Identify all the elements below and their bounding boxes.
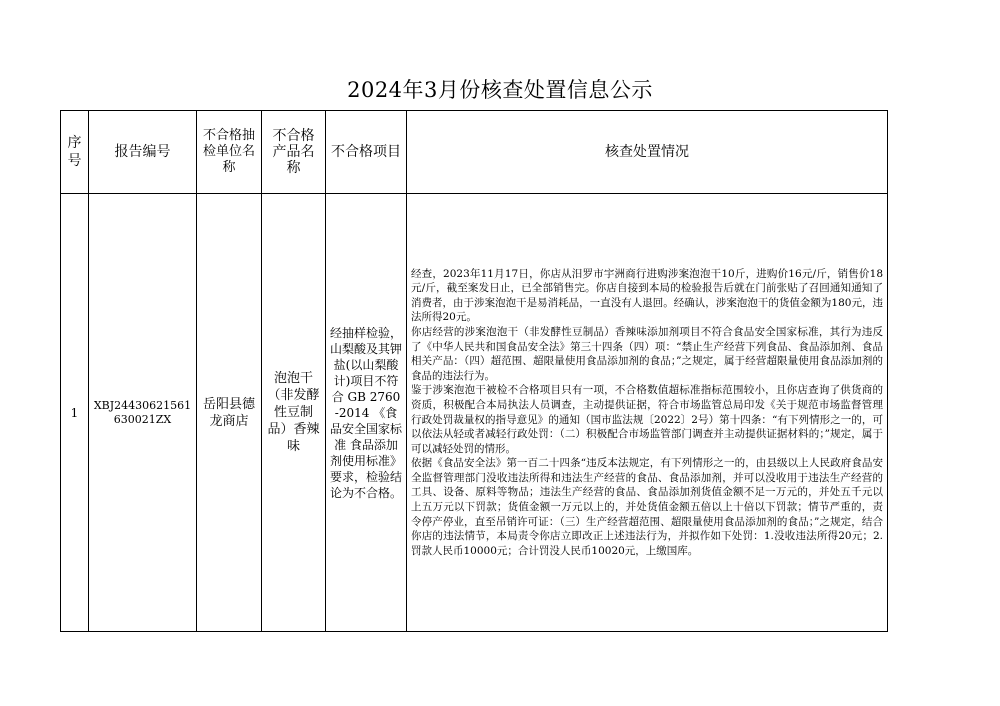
cell-item: 经抽样检验，山梨酸及其钾盐(以山梨酸计)项目不符合 GB 2760-2014 《食品安全国家标准 食品添加剂使用标准》 要求，检验结论为不合格。 xyxy=(326,194,407,632)
cell-product: 泡泡干（非发酵性豆制品）香辣味 xyxy=(262,194,326,632)
table-header-row xyxy=(61,111,888,194)
disposal-table xyxy=(60,110,888,632)
header-unit: 不合格抽检单位名称 xyxy=(197,111,262,194)
cell-report-no: XBJ24430621561630021ZX xyxy=(89,194,197,632)
result-paragraph: 你店经营的涉案泡泡干（非发酵性豆制品）香辣味添加剂项目不符合食品安全国家标准，其行为违反了《中华人民共和国食品安全法》第三十四条（四）项：“禁止生产经营下列食品、食品添加剂、食品相关产品：（四）超范围、超限量使用食品添加剂的食品；”之规定，属于经营超限量使用食品添加剂的食品的违法行为。 xyxy=(411,325,883,382)
table-row xyxy=(61,194,888,632)
result-paragraph: 鉴于涉案泡泡干被检不合格项目只有一项，不合格数值超标准指标范围较小，且你店查询了供货商的资质，积极配合本局执法人员调查，主动提供证据，符合市场监管总局印发《关于规范市场监督管理行政处罚裁量权的指导意见》的通知（国市监法规〔2022〕2号）第十四条：“有下列情形之一的，可以依法从轻或者减轻行政处罚：（二）积极配合市场监管部门调查并主动提供证据材料的；”规定，属于可以减轻处罚的情形。 xyxy=(411,384,883,455)
header-report-no: 报告编号 xyxy=(89,111,197,194)
cell-seq: 1 xyxy=(61,194,89,632)
header-seq: 序号 xyxy=(61,111,89,194)
result-paragraph: 经查，2023年11月17日，你店从汨罗市宇洲商行进购涉案泡泡干10斤，进购价16元/斤，销售价18元/斤，截至案发日止，已全部销售完。你店自接到本局的检验报告后就在门前张贴了召回通知通知了消费者，由于涉案泡泡干是易消耗品，一直没有人退回。经确认，涉案泡泡干的货值金额为180元，违法所得20元。 xyxy=(411,267,883,324)
result-paragraph: 依据《食品安全法》第一百二十四条“违反本法规定，有下列情形之一的，由县级以上人民政府食品安全监督管理部门没收违法所得和违法生产经营的食品、食品添加剂，并可以没收用于违法生产经营的工具、设备、原料等物品；违法生产经营的食品、食品添加剂货值金额不足一万元的，并处五千元以上五万元以下罚款；货值金额一万元以上的，并处货值金额五倍以上十倍以下罚款；情节严重的，责令停产停业，直至吊销许可证：（三）生产经营超范围、超限量使用食品添加剂的食品；”之规定，结合你店的违法情节，本局责令你店立即改正上述违法行为，并拟作如下处罚：1.没收违法所得20元；2.罚款人民币10000元；合计罚没人民币10020元，上缴国库。 xyxy=(411,457,883,557)
header-result: 核查处置情况 xyxy=(407,111,888,194)
cell-result xyxy=(407,194,888,632)
cell-unit: 岳阳县德龙商店 xyxy=(197,194,262,632)
header-product: 不合格产品名称 xyxy=(262,111,326,194)
page-title: 2024年3月份核查处置信息公示 xyxy=(347,78,653,102)
header-item: 不合格项目 xyxy=(326,111,407,194)
